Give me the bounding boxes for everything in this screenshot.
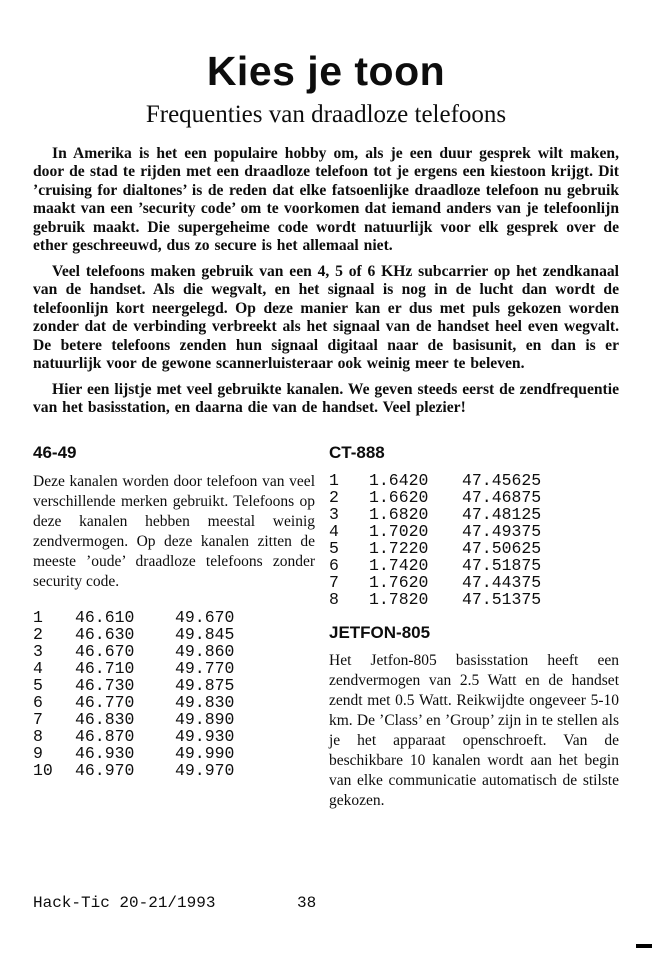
table-row — [33, 677, 315, 694]
table-cell: 6 — [33, 692, 43, 712]
table-cell: 49.830 — [175, 692, 235, 712]
table-cell: 4 — [329, 521, 339, 541]
table-cell: 3 — [33, 641, 43, 661]
table-row — [33, 609, 315, 626]
table-cell: 7 — [33, 709, 43, 729]
table-cell: 49.930 — [175, 726, 235, 746]
table-row — [329, 472, 619, 489]
table-row — [33, 643, 315, 660]
table-cell: 46.730 — [75, 675, 135, 695]
page-content — [33, 0, 619, 811]
table-row — [33, 626, 315, 643]
table-cell: 8 — [329, 589, 339, 609]
table-cell: 49.670 — [175, 607, 235, 627]
table-cell: 1.6620 — [369, 487, 429, 507]
section-heading-jetfon805: JETFON-805 — [329, 622, 431, 642]
table-cell: 49.970 — [175, 760, 235, 780]
table-cell: 47.45625 — [462, 470, 542, 490]
table-cell: 46.970 — [75, 760, 135, 780]
table-row — [33, 728, 315, 745]
table-cell: 1 — [33, 607, 43, 627]
table-cell: 9 — [33, 743, 43, 763]
table-cell: 1.6420 — [369, 470, 429, 490]
table-row — [33, 745, 315, 762]
table-cell: 47.48125 — [462, 504, 542, 524]
table-cell: 6 — [329, 555, 339, 575]
table-row — [33, 660, 315, 677]
table-cell: 1.6820 — [369, 504, 429, 524]
table-cell: 46.930 — [75, 743, 135, 763]
page-subtitle: Frequenties van draadloze telefoons — [145, 101, 507, 129]
column-46-49 — [33, 444, 315, 811]
table-row — [329, 506, 619, 523]
table-row — [329, 540, 619, 557]
intro-paragraph-3: Hier een lijstje met veel gebruikte kanalen. We geven steeds eerst de zendfrequentie van het basisstation, en daarna die van de handset. Veel plezier! — [33, 380, 619, 417]
section-body-jetfon805: Het Jetfon-805 basisstation heeft een zendvermogen van 2.5 Watt en de handset zendt met 0.5 Watt. Reikwijdte ongeveer 5-10 km. De ’Class’ en ’Group’ zijn in te stellen als je het apparaat openschroeft. Van de beschikbare 10 kanalen wordt aan het begin van elke communicatie automatisch de stilste gekozen. — [329, 652, 619, 810]
table-row — [33, 711, 315, 728]
section-heading-46-49: 46-49 — [33, 442, 77, 462]
footer-page-number: 38 — [297, 894, 317, 912]
table-cell: 46.670 — [75, 641, 135, 661]
table-cell: 1.7420 — [369, 555, 429, 575]
table-cell: 49.875 — [175, 675, 235, 695]
table-cell: 1 — [329, 470, 339, 490]
table-cell: 46.710 — [75, 658, 135, 678]
table-cell: 47.51875 — [462, 555, 542, 575]
table-cell: 1.7220 — [369, 538, 429, 558]
table-cell: 49.770 — [175, 658, 235, 678]
table-cell: 49.860 — [175, 641, 235, 661]
table-cell: 5 — [329, 538, 339, 558]
frequency-table-46-49 — [33, 609, 315, 779]
table-cell: 47.44375 — [462, 572, 542, 592]
table-cell: 46.870 — [75, 726, 135, 746]
section-heading-ct888: CT-888 — [329, 442, 385, 462]
table-row — [329, 591, 619, 608]
table-cell: 47.50625 — [462, 538, 542, 558]
table-cell: 7 — [329, 572, 339, 592]
table-row — [329, 489, 619, 506]
table-cell: 46.830 — [75, 709, 135, 729]
table-cell: 47.49375 — [462, 521, 542, 541]
table-row — [329, 523, 619, 540]
table-row — [33, 694, 315, 711]
table-cell: 1.7820 — [369, 589, 429, 609]
table-cell: 5 — [33, 675, 43, 695]
intro-paragraph-1: In Amerika is het een populaire hobby om, als je een duur gesprek wilt maken, door de stad te rijden met een draadloze telefoon tot je ergens een kiestoon krijgt. Dit ’cruising for dialtones’ is de reden dat elke fatsoenlijke draadloze telefoon nu gebruik maakt van een ’security code’ om te voorkomen dat iemand anders van je telefoonlijn gebruik maakt. Die supergeheime code wordt natuurlijk voor elk gesprek over de ether geschreeuwd, dus zo secure is het allemaal niet. — [33, 144, 619, 255]
table-cell: 46.630 — [75, 624, 135, 644]
table-cell: 49.890 — [175, 709, 235, 729]
table-row — [329, 574, 619, 591]
table-row — [329, 557, 619, 574]
table-cell: 47.51375 — [462, 589, 542, 609]
column-ct888-jetfon — [329, 444, 619, 811]
table-cell: 46.610 — [75, 607, 135, 627]
table-cell: 2 — [329, 487, 339, 507]
table-cell: 10 — [33, 760, 53, 780]
table-cell: 8 — [33, 726, 43, 746]
table-cell: 2 — [33, 624, 43, 644]
table-cell: 4 — [33, 658, 43, 678]
table-cell: 49.845 — [175, 624, 235, 644]
section-body-46-49: Deze kanalen worden door telefoon van veel verschillende merken gebruikt. Telefoons op deze kanalen hebben meestal weinig zendvermogen. Op deze kanalen zitten de meeste ’oude’ draadloze telefoons zonder security code. — [33, 472, 315, 590]
table-cell: 46.770 — [75, 692, 135, 712]
table-cell: 1.7620 — [369, 572, 429, 592]
two-column-listing — [33, 444, 619, 811]
page-title: Kies je toon — [206, 48, 446, 94]
table-cell: 47.46875 — [462, 487, 542, 507]
frequency-table-ct888 — [329, 472, 619, 608]
table-cell: 49.990 — [175, 743, 235, 763]
table-cell: 1.7020 — [369, 521, 429, 541]
intro-paragraph-2: Veel telefoons maken gebruik van een 4, 5 of 6 KHz subcarrier op het zendkanaal van de handset. Als die wegvalt, en het signaal is nog in de lucht dan wordt de telefoonlijn kort neergelegd. Op deze manier kan er dus met puls gekozen worden zonder dat de verbinding verbreekt als het signaal van de handset heel even wegvalt. De betere telefoons zenden hun signaal digitaal naar de basisunit, en dan is er natuurlijk voor de gewone scannerluisteraar ook weinig meer te beleven. — [33, 262, 619, 373]
table-cell: 3 — [329, 504, 339, 524]
scan-corner-mark — [636, 944, 652, 948]
page-footer — [33, 894, 619, 912]
footer-magazine-issue: Hack-Tic 20-21/1993 — [33, 894, 216, 912]
table-row — [33, 762, 315, 779]
